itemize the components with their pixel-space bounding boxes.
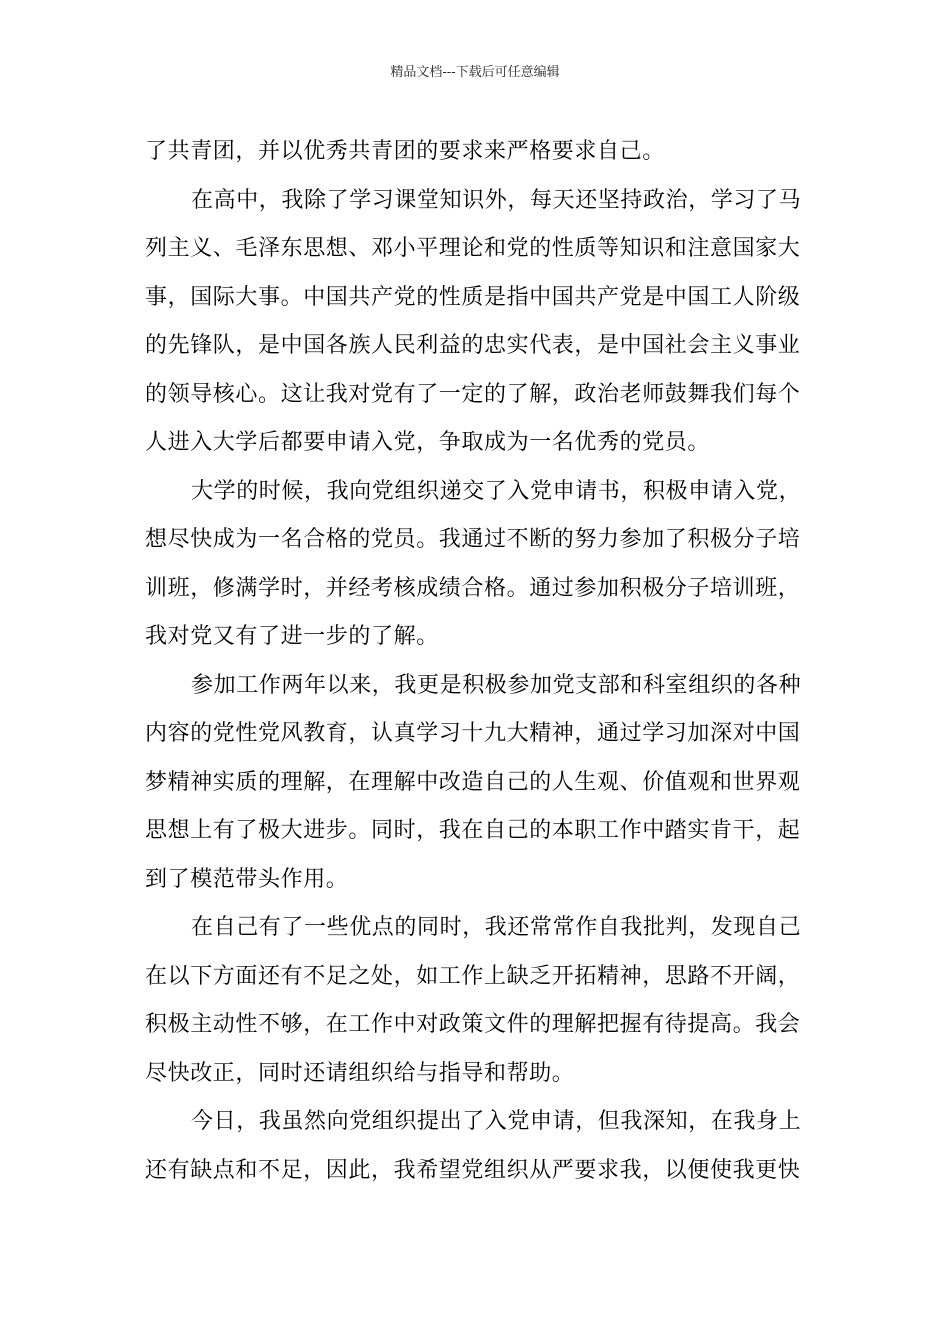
- text-line: 大学的时候，我向党组织递交了入党申请书，积极申请入党，: [191, 478, 802, 504]
- text-line: 列主义、毛泽东思想、邓小平理论和党的性质等知识和注意国家大: [145, 236, 801, 261]
- text-line: 积极主动性不够，在工作中对政策文件的理解把握有待提高。我会: [145, 1012, 801, 1037]
- text-line: 参加工作两年以来，我更是积极参加党支部和科室组织的各种: [191, 672, 802, 698]
- text-line: 内容的党性党风教育，认真学习十九大精神，通过学习加深对中国: [145, 721, 801, 746]
- text-line: 还有缺点和不足，因此，我希望党组织从严要求我，以便使我更快: [145, 1157, 801, 1183]
- text-line: 在高中，我除了学习课堂知识外，每天还坚持政治，学习了马: [191, 187, 802, 213]
- text-line: 人进入大学后都要申请入党，争取成为一名优秀的党员。: [145, 430, 711, 455]
- text-line: 事，国际大事。中国共产党的性质是指中国共产党是中国工人阶级: [145, 284, 801, 310]
- text-line: 训班，修满学时，并经考核成绩合格。通过参加积极分子培训班，: [145, 575, 801, 601]
- text-line: 到了模范带头作用。: [145, 866, 349, 892]
- text-line: 在自己有了一些优点的同时，我还常常作自我批判，发现自己: [191, 915, 802, 940]
- page-header: 精品文档---下载后可任意编辑: [390, 65, 560, 80]
- text-line: 想尽快成为一名合格的党员。我通过不断的努力参加了积极分子培: [145, 527, 801, 552]
- text-line: 在以下方面还有不足之处，如工作上缺乏开拓精神，思路不开阔，: [145, 963, 801, 989]
- text-line: 梦精神实质的理解，在理解中改造自己的人生观、价值观和世界观: [145, 769, 801, 795]
- text-line: 的先锋队，是中国各族人民利益的忠实代表，是中国社会主义事业: [145, 333, 801, 358]
- text-line: 了共青团，并以优秀共青团的要求来严格要求自己。: [145, 139, 665, 164]
- text-line: 今日，我虽然向党组织提出了入党申请，但我深知，在我身上: [191, 1109, 802, 1134]
- text-line: 的领导核心。这让我对党有了一定的了解，政治老师鼓舞我们每个: [145, 381, 801, 407]
- text-line: 思想上有了极大进步。同时，我在自己的本职工作中踏实肯干，起: [145, 818, 801, 843]
- text-line: 尽快改正，同时还请组织给与指导和帮助。: [145, 1060, 575, 1086]
- text-line: 我对党又有了进一步的了解。: [145, 624, 439, 649]
- document-body: [145, 128, 809, 1195]
